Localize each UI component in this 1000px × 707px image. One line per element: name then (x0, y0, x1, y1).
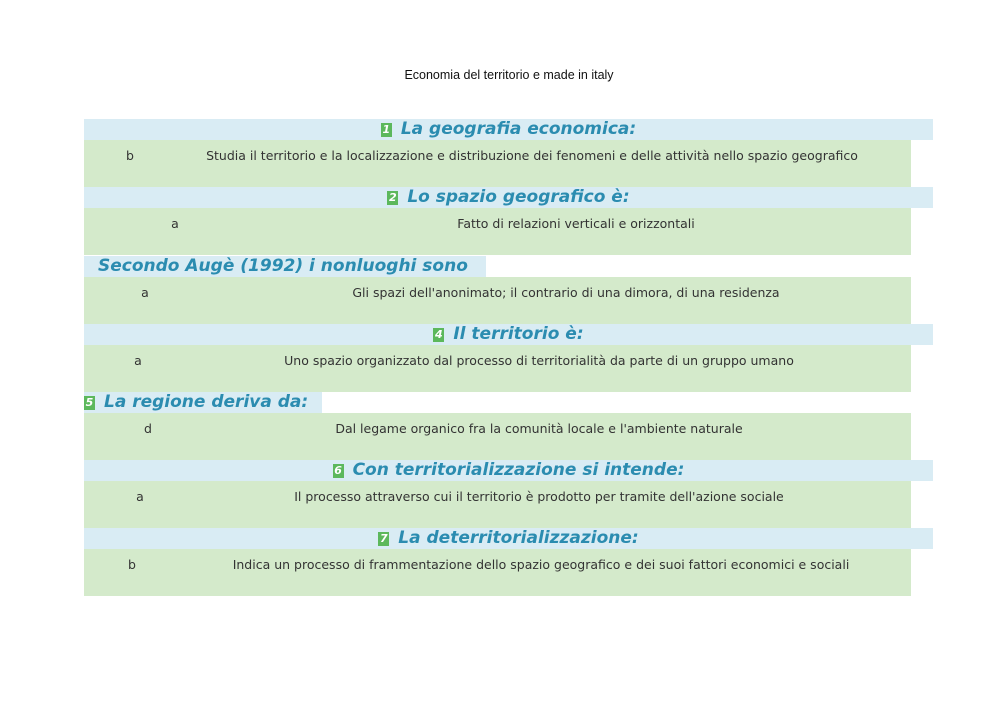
question-1-number: 1 (382, 123, 391, 136)
question-4-number: 4 (435, 328, 443, 341)
question-5-number: 5 (85, 396, 94, 409)
answer-6-row (84, 481, 911, 528)
answer-2-text: Fatto di relazioni verticali e orizzontali (457, 216, 695, 231)
answer-3-letter: a (141, 285, 149, 300)
question-1-title: La geografia economica: (400, 119, 637, 139)
answer-2-letter: a (171, 216, 179, 231)
question-6-header (84, 460, 933, 481)
answer-3-text: Gli spazi dell'anonimato; il contrario di una dimora, di una residenza (352, 285, 780, 300)
question-3-header (84, 256, 486, 277)
answer-4-text: Uno spazio organizzato dal processo di territorialità da parte di un gruppo umano (284, 353, 794, 368)
answer-4-row (84, 345, 911, 392)
question-6-title: Con territorializzazione si intende: (352, 460, 685, 480)
question-7-header (84, 528, 933, 549)
question-2-header (84, 187, 933, 208)
question-7-title: La deterritorializzazione: (398, 528, 639, 548)
answer-1-row (84, 140, 911, 187)
answer-7-text: Indica un processo di frammentazione dello spazio geografico e dei suoi fattori economici e sociali (232, 557, 850, 572)
answer-5-row (84, 413, 911, 460)
answer-1-letter: b (126, 148, 134, 163)
question-1-header (84, 119, 933, 140)
answer-3-row (84, 277, 911, 324)
question-4-title: Il territorio è: (453, 324, 584, 344)
question-7-number: 7 (379, 532, 388, 545)
answer-7-letter: b (128, 557, 136, 572)
answer-1-text: Studia il territorio e la localizzazione e distribuzione dei fenomeni e delle attività nello spazio geografico (206, 148, 858, 163)
document-title: Economia del territorio e made in italy (404, 68, 614, 82)
question-2-title: Lo spazio geografico è: (407, 187, 630, 207)
question-4-header (84, 324, 933, 345)
question-6-number: 6 (334, 464, 342, 477)
answer-6-letter: a (136, 489, 144, 504)
question-2-number: 2 (389, 191, 397, 204)
question-3-title: Secondo Augè (1992) i nonluoghi sono (98, 256, 468, 276)
answer-7-row (84, 549, 911, 596)
answer-2-row (84, 208, 911, 255)
answer-5-letter: d (144, 421, 152, 436)
question-5-title: La regione deriva da: (104, 392, 309, 412)
question-5-header (84, 392, 322, 413)
answer-4-letter: a (134, 353, 142, 368)
answer-5-text: Dal legame organico fra la comunità locale e l'ambiente naturale (335, 421, 743, 436)
answer-6-text: Il processo attraverso cui il territorio è prodotto per tramite dell'azione sociale (294, 489, 784, 504)
